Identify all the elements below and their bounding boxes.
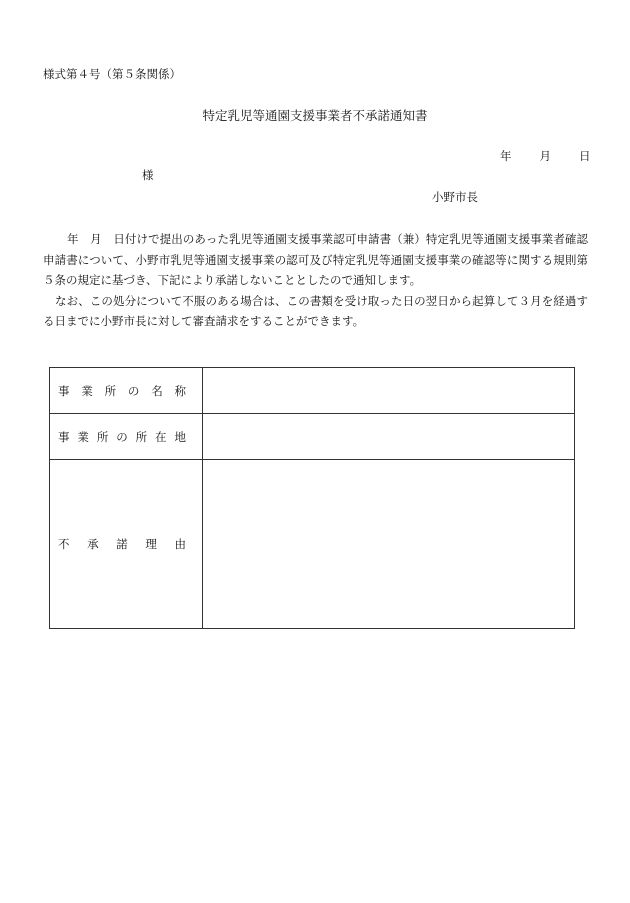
label-facility-name — [50, 368, 203, 414]
date-year-label: 年 — [500, 149, 512, 163]
table-row-facility-address — [50, 414, 575, 460]
label-char: 在 — [155, 429, 167, 444]
label-char: 名 — [151, 383, 163, 398]
label-char: 称 — [174, 383, 186, 398]
label-char: 業 — [81, 383, 93, 398]
notice-body — [43, 229, 588, 332]
label-char: 所 — [96, 429, 109, 444]
label-char: 承 — [87, 537, 99, 551]
label-facility-address — [50, 414, 203, 460]
label-char: 由 — [174, 537, 186, 551]
label-char: 事 — [58, 383, 70, 398]
details-table — [49, 367, 575, 629]
body-paragraph-1: 年 月 日付けで提出のあった乳児等通園支援事業認可申請書（兼）特定乳児等通園支援事業者確認申請書について、小野市乳児等通園支援事業の認可及び特定乳児等通園支援事業の確認等に関する規則第５条の規定に基づき、下記により承諾しないこととしたので通知します。 — [43, 232, 588, 287]
value-facility-address[interactable] — [203, 414, 575, 460]
label-char: 地 — [174, 429, 186, 444]
label-char: 業 — [77, 429, 89, 444]
label-char: 不 — [58, 537, 70, 551]
label-refusal-reason — [50, 460, 203, 629]
date-month-label: 月 — [539, 149, 551, 163]
addressee-suffix: 様 — [142, 168, 154, 182]
table-row-facility-name — [50, 368, 575, 414]
label-char: の — [127, 383, 140, 398]
label-char: 理 — [145, 537, 157, 551]
date-day-label: 日 — [579, 149, 591, 163]
value-facility-name[interactable] — [203, 368, 575, 414]
label-char: の — [116, 429, 128, 444]
date-line — [500, 148, 591, 164]
body-paragraph-2: なお、この処分について不服のある場合は、この書類を受け取った日の翌日から起算して３月を経過する日までに小野市長に対して審査請求をすることができます。 — [43, 293, 588, 328]
issuer-name: 小野市長 — [432, 190, 478, 204]
label-char: 所 — [135, 429, 148, 444]
label-char: 諾 — [116, 537, 128, 551]
document-title: 特定乳児等通園支援事業者不承諾通知書 — [202, 108, 428, 123]
form-number: 様式第４号（第５条関係） — [43, 67, 181, 81]
table-row-refusal-reason — [50, 460, 575, 629]
label-char: 事 — [58, 429, 70, 444]
value-refusal-reason[interactable] — [203, 460, 575, 629]
label-char: 所 — [104, 383, 117, 398]
